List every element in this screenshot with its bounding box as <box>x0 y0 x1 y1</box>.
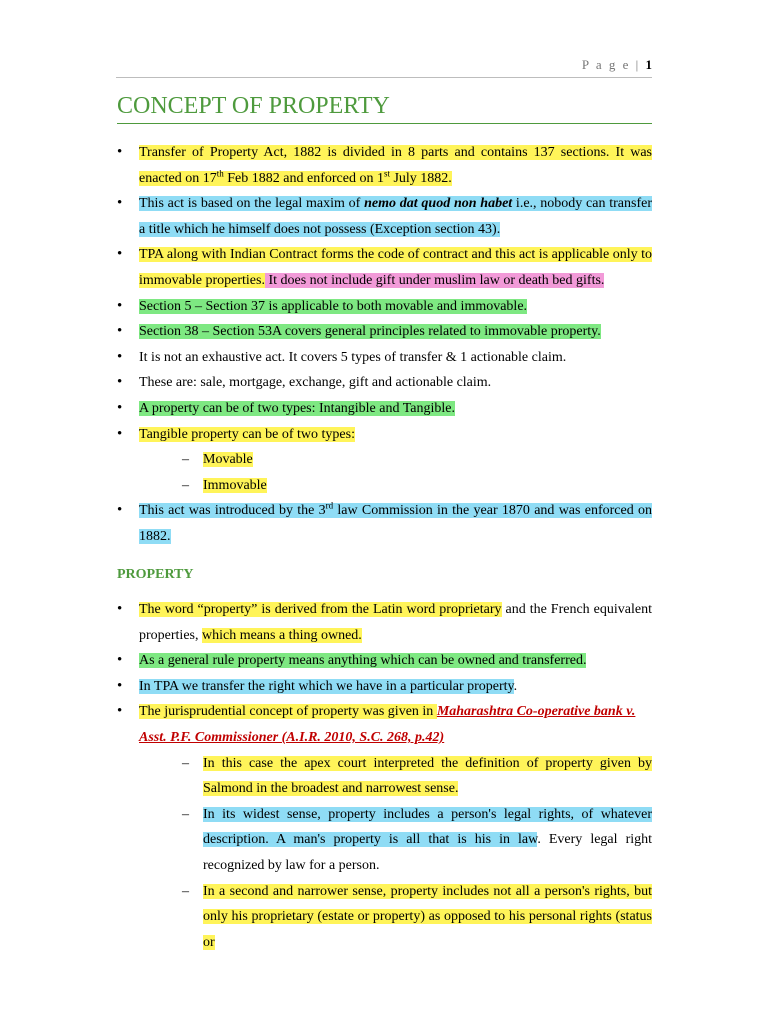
list-item: • TPA along with Indian Contract forms the code of contract and this act is applicable only to immovable properties. It does not include gift under muslim law or death bed gifts. <box>117 242 652 293</box>
list-item: • The word “property” is derived from the Latin word proprietary and the French equivalent properties, which means a thing owned. <box>117 597 652 648</box>
page-number: 1 <box>645 57 652 72</box>
list-item: • The jurisprudential concept of property was given in Maharashtra Co-operative bank v. Asst. P.F. Commissioner (A.I.R. 2010, S.C. 268, p.42) – In this case the apex court interpreted the definition of property given by Salmond in the broadest and narrowest sense. – In its widest sense, property includes a person's legal rights, of whatever description. A man's property is all that is his in law. Every legal right recognized by law for a person. – In a second and narrower sense, property includes not all a person's rights, but only his proprietary (estate or property) as opposed to his personal rights (status or <box>117 699 652 955</box>
list-item: • Section 5 – Section 37 is applicable to both movable and immovable. <box>117 294 652 320</box>
list-item: • It is not an exhaustive act. It covers 5 types of transfer & 1 actionable claim. <box>117 345 652 371</box>
list-item: • Transfer of Property Act, 1882 is divided in 8 parts and contains 137 sections. It was enacted on 17th Feb 1882 and enforced on 1st July 1882. <box>117 140 652 191</box>
page-header <box>116 57 652 78</box>
list-item: • Section 38 – Section 53A covers general principles related to immovable property. <box>117 319 652 345</box>
list-item: • This act was introduced by the 3rd law Commission in the year 1870 and was enforced on 1882. <box>117 498 652 549</box>
list-item: • A property can be of two types: Intangible and Tangible. <box>117 396 652 422</box>
list-item: • In TPA we transfer the right which we have in a particular property. <box>117 674 652 700</box>
property-bullet-list <box>117 597 652 955</box>
document-body <box>117 140 652 955</box>
sub-list-item: – In a second and narrower sense, property includes not all a person's rights, but only his proprietary (estate or property) as opposed to his personal rights (status or <box>139 879 652 956</box>
list-item: • Tangible property can be of two types: – Movable – Immovable <box>117 422 652 499</box>
case-citation[interactable]: Asst. P.F. Commissioner (A.I.R. 2010, S.C. 268, p.42) <box>139 730 445 746</box>
legal-maxim: nemo dat quod non habet <box>364 196 513 212</box>
list-item: • As a general rule property means anything which can be owned and transferred. <box>117 648 652 674</box>
page-title: CONCEPT OF PROPERTY <box>117 92 652 124</box>
page-label: P a g e | <box>581 57 641 72</box>
section-heading: PROPERTY <box>117 566 194 582</box>
list-item: • These are: sale, mortgage, exchange, gift and actionable claim. <box>117 370 652 396</box>
sub-list-item: – In its widest sense, property includes a person's legal rights, of whatever description. A man's property is all that is his in law. Every legal right recognized by law for a person. <box>139 802 652 879</box>
sub-list-item: – Movable <box>139 447 652 473</box>
sub-list-item: – In this case the apex court interpreted the definition of property given by Salmond in the broadest and narrowest sense. <box>139 751 652 802</box>
sub-list-item: – Immovable <box>139 473 652 499</box>
concept-bullet-list <box>117 140 652 550</box>
sub-list <box>139 447 652 498</box>
list-item: • This act is based on the legal maxim of nemo dat quod non habet i.e., nobody can transfer a title which he himself does not possess (Exception section 43). <box>117 191 652 242</box>
sub-list <box>139 751 652 956</box>
case-citation-link[interactable]: Maharashtra Co-operative bank v. <box>436 704 636 720</box>
